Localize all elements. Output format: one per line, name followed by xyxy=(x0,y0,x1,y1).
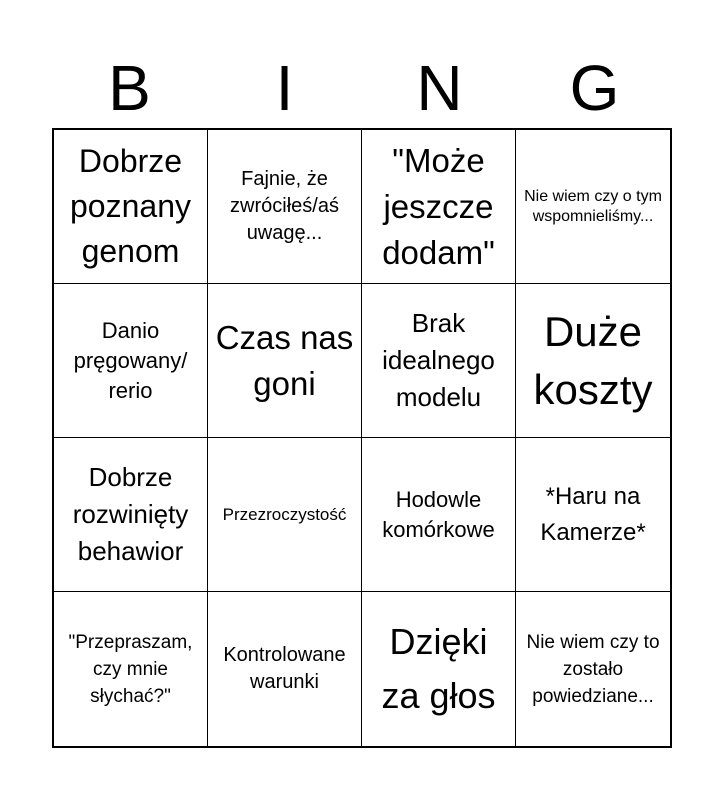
bingo-cell[interactable] xyxy=(362,284,516,438)
cell-text: Dobrze rozwinięty behawior xyxy=(72,462,189,566)
cell-text: Kontrolowane warunki xyxy=(223,644,346,693)
cell-text: "Może jeszcze dodam" xyxy=(382,141,495,271)
bingo-cell[interactable] xyxy=(208,130,362,284)
cell-text: Czas nas goni xyxy=(215,318,354,402)
cell-text: Brak idealnego modelu xyxy=(382,308,495,412)
bingo-cell[interactable] xyxy=(208,592,362,746)
cell-text: Nie wiem czy to zostało powiedziane... xyxy=(526,631,660,707)
bingo-grid xyxy=(52,128,672,748)
header-letter-b: B xyxy=(108,52,151,124)
bingo-cell[interactable] xyxy=(516,592,670,746)
bingo-cell[interactable] xyxy=(54,438,208,592)
bingo-cell[interactable] xyxy=(208,284,362,438)
cell-text: Przezroczystość xyxy=(222,504,347,524)
cell-text: *Haru na Kamerze* xyxy=(540,482,646,546)
cell-text: Duże koszty xyxy=(533,307,653,413)
header-letter-n: N xyxy=(416,52,463,124)
cell-text: Fajnie, że zwróciłeś/aś uwagę... xyxy=(230,168,339,244)
header-letter-g: G xyxy=(569,52,620,124)
bingo-cell[interactable] xyxy=(208,438,362,592)
bingo-cell[interactable] xyxy=(362,592,516,746)
cell-text: Nie wiem czy o tym wspomnieliśmy... xyxy=(524,187,662,225)
bingo-cell[interactable] xyxy=(516,130,670,284)
cell-text: Dzięki za głos xyxy=(381,621,496,716)
cell-text: Danio pręgowany/ rerio xyxy=(73,317,188,403)
cell-text: Hodowle komórkowe xyxy=(382,486,495,542)
bingo-cell[interactable] xyxy=(362,130,516,284)
bingo-cell[interactable] xyxy=(516,284,670,438)
bingo-cell[interactable] xyxy=(54,592,208,746)
bingo-cell[interactable] xyxy=(362,438,516,592)
header-letter-i: I xyxy=(275,52,294,124)
cell-text: Dobrze poznany genom xyxy=(70,143,191,269)
bingo-header xyxy=(52,52,672,124)
bingo-cell[interactable] xyxy=(516,438,670,592)
cell-text: "Przepraszam, czy mnie słychać?" xyxy=(68,631,193,707)
bingo-cell[interactable] xyxy=(54,284,208,438)
bingo-cell[interactable] xyxy=(54,130,208,284)
